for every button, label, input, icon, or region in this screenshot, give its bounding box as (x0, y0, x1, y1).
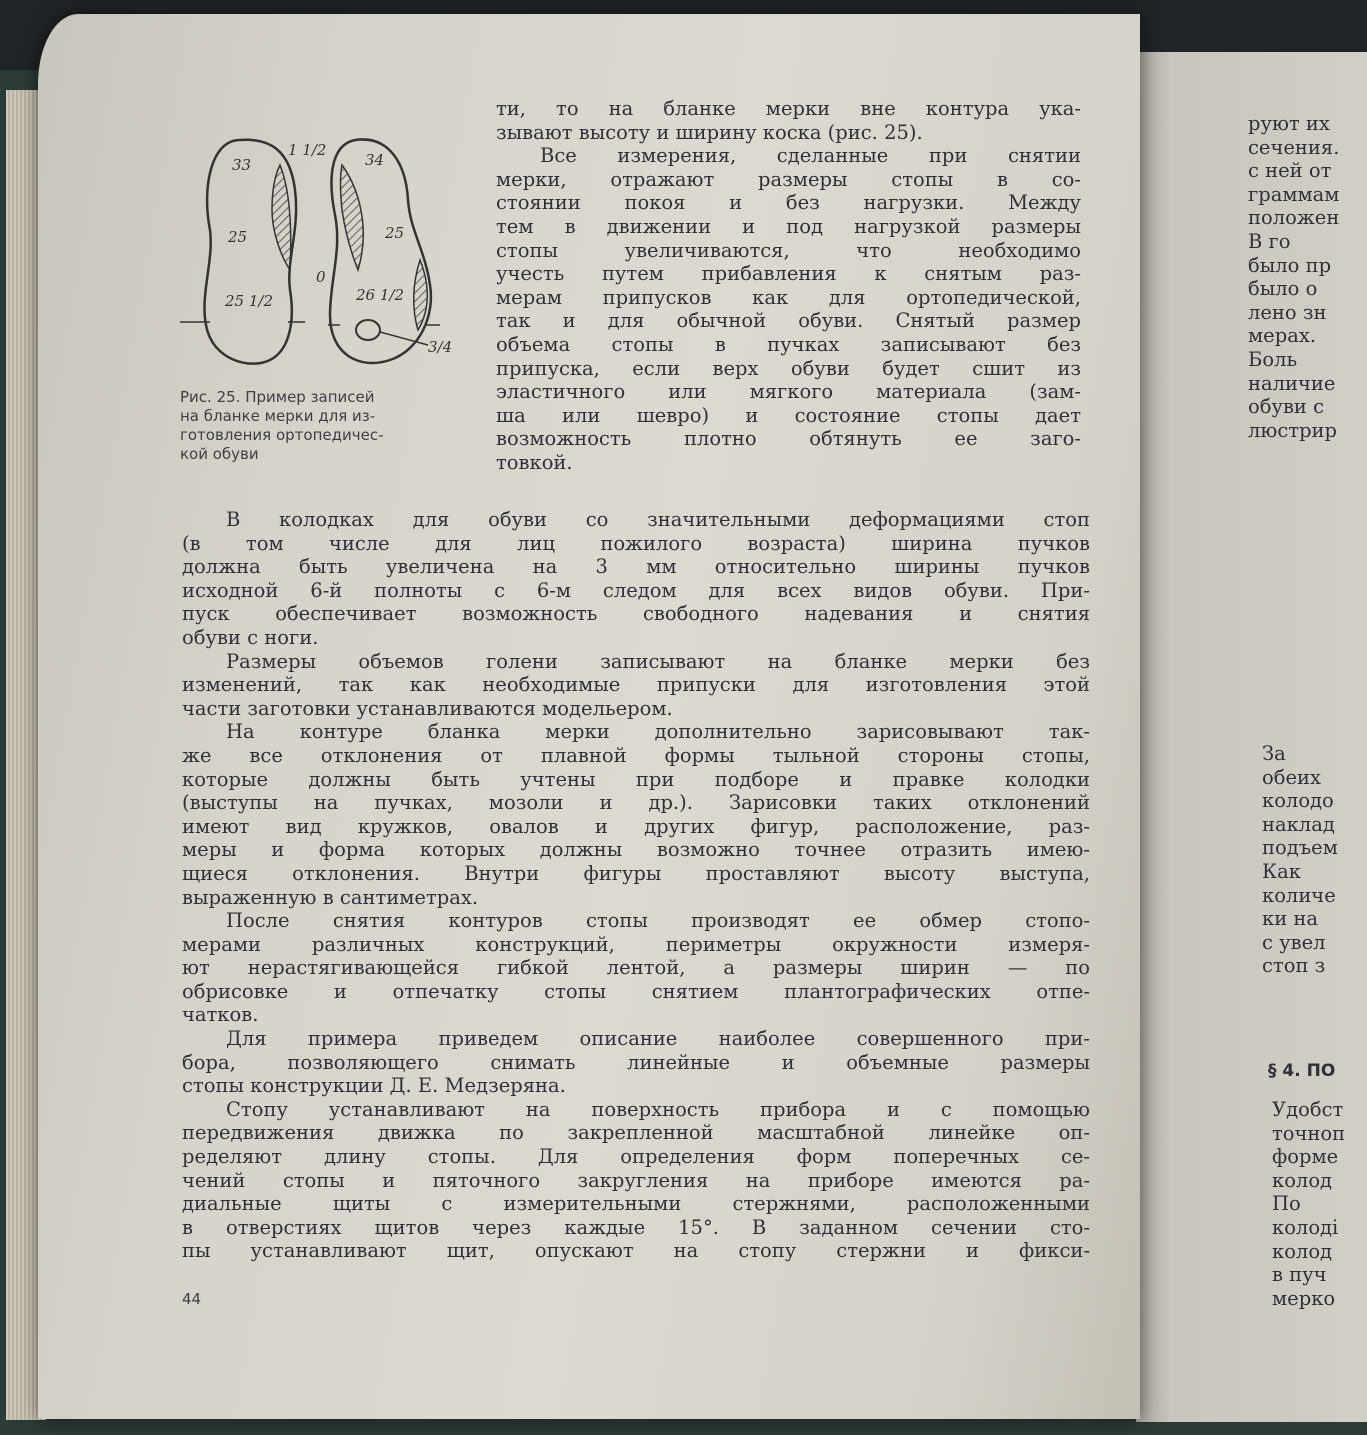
text-line: стопы конструкции Д. Е. Медзеряна. (182, 1074, 566, 1098)
text-line: же все отклонения от плавной формы тыльной стороны стопы, (182, 743, 1090, 767)
text-line: которые должны быть учтены при подборе и правке колодки (182, 767, 1090, 791)
text-line: стоянии покоя и без нагрузки. Между (496, 191, 1081, 215)
text-line: По (1272, 1192, 1301, 1216)
text-line: стопы увеличиваются, что необходимо (496, 238, 1081, 262)
label-right-bot: 26 1/2 (356, 286, 404, 304)
text-line: колодо (1262, 789, 1334, 813)
text-line: обеих (1262, 765, 1322, 789)
text-line: колоді (1272, 1215, 1339, 1239)
text-line: объема стопы в пучках записывают без (496, 332, 1081, 356)
text-line: мерами различных конструкций, периметры окружности измеря- (182, 932, 1090, 956)
text-line: товкой. (496, 450, 573, 474)
text-line: точноп (1272, 1121, 1346, 1145)
text-line: форме (1272, 1145, 1339, 1169)
figure-caption (180, 388, 460, 464)
text-line: Боль (1248, 347, 1298, 371)
text-line: в пуч (1272, 1263, 1327, 1287)
caption-line: кой обуви (180, 445, 259, 463)
text-line: наличие (1248, 371, 1336, 395)
text-column-beside-figure (496, 97, 1081, 475)
text-line: ки на (1262, 907, 1319, 931)
text-line: колод (1272, 1168, 1333, 1192)
text-line: люстрир (1248, 418, 1338, 442)
figure-25-insole-outlines (180, 120, 470, 380)
bump-marker-oval (356, 320, 380, 340)
caption-line: готовления ортопедичес- (180, 426, 384, 444)
text-line: Как (1262, 859, 1301, 883)
text-line: чатков. (182, 1003, 259, 1027)
text-line: пы устанавливают щит, опускают на стопу стержни и фикси- (182, 1239, 1090, 1263)
text-line: ределяют длину стопы. Для определения форм поперечных се- (182, 1145, 1090, 1169)
text-line: меры и форма которых должны возможно точнее отразить имею- (182, 838, 1090, 862)
text-line: пуск обеспечивает возможность свободного надевания и снятия (182, 602, 1090, 626)
text-line: подъем (1262, 836, 1338, 860)
text-line: было о (1248, 277, 1318, 301)
text-line: бора, позволяющего снимать линейные и объемные размеры (182, 1050, 1090, 1074)
label-note: 3/4 (428, 338, 453, 356)
left-sole-hatch (272, 165, 291, 270)
text-line: наклад (1262, 812, 1335, 836)
text-line: руют их (1248, 112, 1330, 135)
text-line: исходной 6-й полноты с 6-м следом для всех видов обуви. При- (182, 578, 1090, 602)
label-left-top: 33 (232, 156, 252, 174)
text-line: положен (1248, 206, 1340, 230)
right-page-top-text (1248, 112, 1339, 442)
label-right-top: 34 (365, 151, 385, 169)
text-line: должна быть увеличена на 3 мм относительно ширины пучков (182, 555, 1090, 579)
text-line: передвижения движка по закрепленной масштабной линейке оп- (182, 1121, 1090, 1145)
text-line: щиеся отклонения. Внутри фигуры проставляют высоту выступа, (182, 861, 1090, 885)
text-line: обуви с ноги. (182, 625, 319, 649)
page-number: 44 (182, 1290, 202, 1308)
text-line: так и для обычной обуви. Снятый размер (496, 309, 1081, 333)
text-line: (в том числе для лиц пожилого возраста) ширина пучков (182, 531, 1090, 555)
text-line: эластичного или мягкого материала (зам- (496, 380, 1081, 404)
text-line: изменений, так как необходимые припуски для изготовления этой (182, 673, 1090, 697)
text-line: Для примера приведем описание наиболее совершенного при- (226, 1027, 1090, 1051)
text-line: Размеры объемов голени записывают на бланке мерки без (226, 649, 1090, 673)
text-line: За (1262, 742, 1286, 765)
text-line: ша или шевро) и состояние стопы дает (496, 403, 1081, 427)
text-line: выраженную в сантиметрах. (182, 885, 479, 909)
text-line: зывают высоту и ширину коска (рис. 25). (496, 120, 923, 144)
label-gap-top: 1 1/2 (288, 141, 327, 159)
text-line: мерах. (1248, 324, 1317, 348)
text-line: возможность плотно обтянуть ее заго- (496, 427, 1081, 451)
text-line: количе (1262, 883, 1336, 907)
label-gap-mid: 0 (316, 268, 326, 286)
right-page-section-heading: § 4. ПО (1268, 1061, 1336, 1081)
text-line: учесть путем прибавления к снятым раз- (496, 262, 1081, 286)
text-line: граммам (1248, 182, 1340, 206)
text-line: чений стопы и пяточного закругления на приборе имеются ра- (182, 1168, 1090, 1192)
text-line: Стопу устанавливают на поверхность прибора и с помощью (226, 1097, 1090, 1121)
caption-line: Рис. 25. Пример записей (180, 388, 375, 406)
text-line: ют нерастягивающейся гибкой лентой, а размеры ширин — по (182, 956, 1090, 980)
text-line: обрисовке и отпечатку стопы снятием плантографических отпе- (182, 979, 1090, 1003)
label-left-bot: 25 1/2 (225, 292, 273, 310)
text-line: припуска, если верх обуви будет сшит из (496, 356, 1081, 380)
text-line: мерам припусков как для ортопедической, (496, 285, 1081, 309)
text-line: стоп з (1262, 954, 1326, 978)
text-line: тем в движении и под нагрузкой размеры (496, 214, 1081, 238)
text-line: имеют вид кружков, овалов и других фигур, расположение, раз- (182, 814, 1090, 838)
text-line: с увел (1262, 930, 1326, 954)
text-line: в отверстиях щитов через каждые 15°. В заданном сечении сто- (182, 1215, 1090, 1239)
text-line: с ней от (1248, 159, 1332, 183)
text-line: (выступы на пучках, мозоли и др.). Зарисовки таких отклонений (182, 791, 1090, 815)
caption-line: на бланке мерки для из- (180, 407, 376, 425)
text-line: колод (1272, 1239, 1333, 1263)
text-line: В колодках для обуви со значительными деформациями стоп (226, 508, 1090, 531)
text-line: ти, то на бланке мерки вне контура ука- (496, 97, 1081, 120)
right-sole-hatch-outer (414, 260, 428, 330)
text-line: мерки, отражают размеры стопы в со- (496, 167, 1081, 191)
text-line: было пр (1248, 253, 1332, 277)
right-sole-hatch-inner (341, 165, 364, 270)
text-line: мерко (1272, 1286, 1336, 1310)
right-page-bottom-text (1272, 1098, 1345, 1310)
text-line: Все измерения, сделанные при снятии (540, 144, 1081, 168)
text-line: Удобст (1272, 1098, 1344, 1121)
text-line: На контуре бланка мерки дополнительно зарисовывают так- (226, 720, 1090, 744)
label-right-mid: 25 (385, 224, 405, 242)
text-line: части заготовки устанавливаются модельером. (182, 696, 673, 720)
text-line: сечения. (1248, 135, 1340, 159)
text-line: В го (1248, 229, 1291, 253)
label-left-mid: 25 (228, 228, 248, 246)
main-text-body (182, 508, 1090, 1263)
right-page-mid-text (1262, 742, 1338, 978)
text-line: лено зн (1248, 300, 1327, 324)
text-line: После снятия контуров стопы производят ее обмер стопо- (226, 909, 1090, 933)
text-line: диальные щиты с измерительными стержнями, расположенными (182, 1192, 1090, 1216)
text-line: обуви с (1248, 395, 1325, 419)
